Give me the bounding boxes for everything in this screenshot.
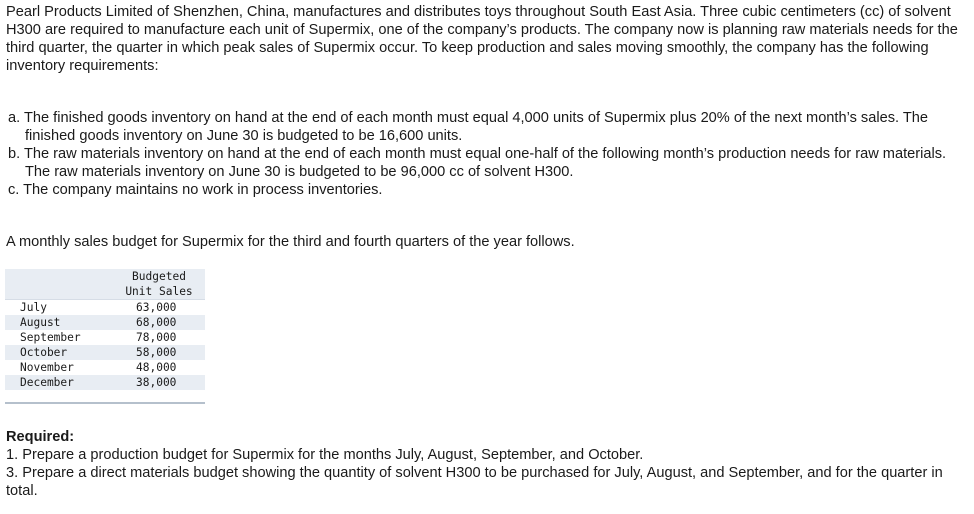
requirement-a: a. The finished goods inventory on hand at the end of each month must equal 4,000 units of Supermix plus 20% of the next month’s sales. The finished goods inventory on June 30 is budgeted to be 16,600 units. (8, 110, 928, 144)
sales-budget-table-container (5, 269, 205, 404)
header-blank-cell (5, 284, 117, 300)
requirement-b: b. The raw materials inventory on hand at the end of each month must equal one-half of the following month’s production needs for raw materials. The raw materials inventory on June 30 is budgeted to be 96,000 cc of solvent H300. (8, 146, 947, 180)
table-row (5, 300, 205, 316)
table-row (5, 330, 205, 345)
month-cell: August (5, 315, 117, 330)
sales-budget-intro: A monthly sales budget for Supermix for the third and fourth quarters of the year follows. (6, 234, 575, 250)
unit-sales-cell: 58,000 (117, 345, 205, 360)
sales-budget-table (5, 269, 205, 390)
unit-sales-cell: 63,000 (117, 300, 205, 316)
table-row (5, 345, 205, 360)
table-row (5, 315, 205, 330)
header-blank-cell (5, 269, 117, 284)
intro-paragraph: Pearl Products Limited of Shenzhen, China, manufactures and distributes toys throughout South East Asia. Three cubic centimeters (cc) of solvent H300 are required to manufacture each unit of Supermix, one of the company’s products. The company now is planning raw materials needs for the third quarter, the quarter in which peak sales of Supermix occur. To keep production and sales moving smoothly, the company has the following inventory requirements: (6, 4, 958, 74)
unit-sales-cell: 48,000 (136, 361, 177, 374)
month-cell: September (20, 331, 81, 344)
requirement-c: c. The company maintains no work in process inventories. (8, 182, 383, 198)
table-bottom-rule (5, 390, 205, 404)
required-item-1: 1. Prepare a production budget for Supermix for the months July, August, September, and October. (6, 447, 644, 463)
month-cell: December (5, 375, 117, 390)
header-budgeted: Budgeted (117, 269, 205, 284)
header-unit-sales: Unit Sales (117, 284, 205, 300)
unit-sales-cell: 38,000 (117, 375, 205, 390)
month-cell: November (20, 361, 74, 374)
required-heading: Required: (6, 429, 75, 445)
required-item-3: 3. Prepare a direct materials budget showing the quantity of solvent H300 to be purchased for July, August, and September, and for the quarter in total. (6, 465, 943, 499)
table-header-row (5, 284, 205, 300)
table-row (5, 375, 205, 390)
unit-sales-cell: 68,000 (117, 315, 205, 330)
table-header-row (5, 269, 205, 284)
table-row (5, 360, 205, 375)
month-cell: July (5, 300, 117, 316)
month-cell: October (5, 345, 117, 360)
inventory-requirements-list (8, 109, 958, 199)
unit-sales-cell: 78,000 (136, 331, 177, 344)
